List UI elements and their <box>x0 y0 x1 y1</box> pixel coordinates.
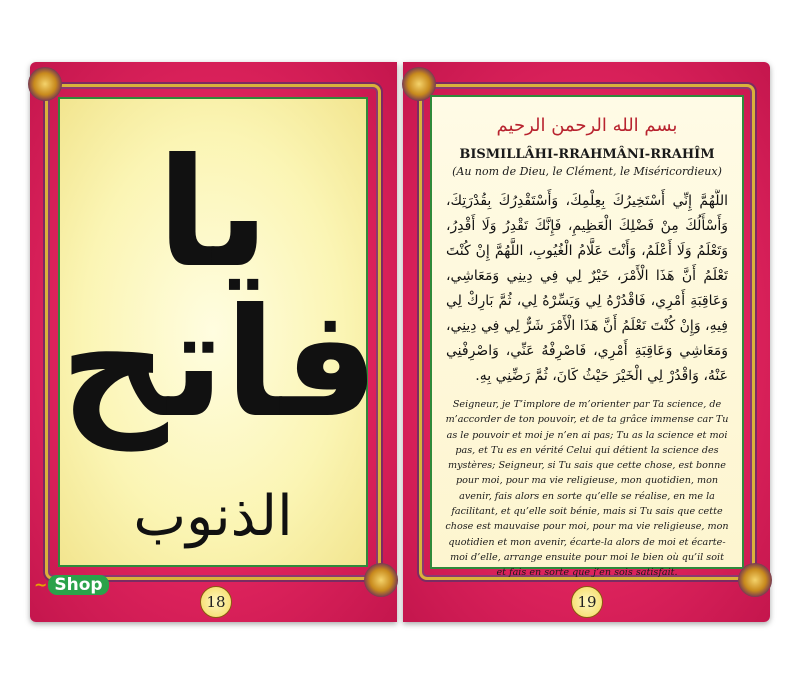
calligraphy-panel <box>58 97 379 567</box>
arabic-prayer-text: اللَّهُمَّ إِنِّي أَسْتَخِيرُكَ بِعِلْمِكَ، وَأَسْتَقْدِرُكَ بِقُدْرَتِكَ، وَأَسْأَلُكَ مِنْ فَضْلِكَ الْعَظِيمِ، فَإِنَّكَ تَقْدِرُ وَلَا أَقْدِرُ، وَتَعْلَمُ وَلَا أَعْلَمُ، وَأَنْتَ عَلَّامُ الْغُيُوبِ، اللَّهُمَّ إِنْ كُنْتَ تَعْلَمُ أَنَّ هَذَا الْأَمْرَ، خَيْرٌ لِي فِي دِينِي وَمَعَاشِي، وَعَاقِبَةِ أَمْرِي، فَاقْدُرْهُ لِي وَيَسِّرْهُ لِي، ثُمَّ بَارِكْ لِي فِيهِ، وَإِنْ كُنْتَ تَعْلَمُ أَنَّ هَذَا الْأَمْرَ شَرٌّ لِي فِي دِينِي، وَمَعَاشِي وَعَاقِبَةِ أَمْرِي، فَاصْرِفْهُ عَنِّي، وَاصْرِفْنِي عَنْهُ، وَاقْدُرْ لِي الْخَيْرَ حَيْثُ كَانَ، ثُمَّ رَضِّنِي بِهِ. <box>446 193 728 384</box>
shop-logo-icon <box>34 574 109 596</box>
left-page <box>30 62 397 622</box>
left-ornamental-frame <box>45 84 381 580</box>
text-panel <box>430 95 744 579</box>
bismillah-heading: بسم الله الرحمن الرحيم <box>496 115 678 136</box>
page-number-left: 18 <box>200 586 232 618</box>
french-translation-text: Seigneur, je T’implore de m’orienter par Ta science, de m’accorder de ton pouvoir, et de ta grâce immense car Tu as le pouvoir et moi je n’en ai pas; Tu as la science et moi pas, et Tu es en vérité Celui qui détient la science des mystères; Seigneur, si Tu sais que cette chose, est bonne pour moi, pour ma vie religieuse, mon quotidien, mon avenir, fais alors en sorte qu’elle se réalise, en me la facilitant, et qu’elle soit bénie, mais si Tu sais que cette chose est mauvaise pour moi, pour ma vie religieuse, mon quotidien et mon avenir, écarte-la alors de moi et écarte-moi d’elle, arrange ensuite pour moi le bien où qu’il soit et fais en sorte que j’en sois satisfait. <box>445 399 729 579</box>
right-ornamental-frame <box>419 84 755 580</box>
transliteration-title: BISMILLÂHI-RRAHMÂNI-RRAHÎM <box>459 147 715 162</box>
logo-swirl-icon: ~ <box>34 575 48 594</box>
translation-subtitle: (Au nom de Dieu, le Clément, le Miséricordieux) <box>452 165 722 178</box>
right-page <box>403 62 770 622</box>
calligraphy-sub: الذنوب <box>133 484 293 549</box>
page-number-right: 19 <box>571 586 603 618</box>
shop-logo-text: Shop <box>48 575 108 595</box>
calligraphy-main: يا فاتح <box>60 127 379 451</box>
